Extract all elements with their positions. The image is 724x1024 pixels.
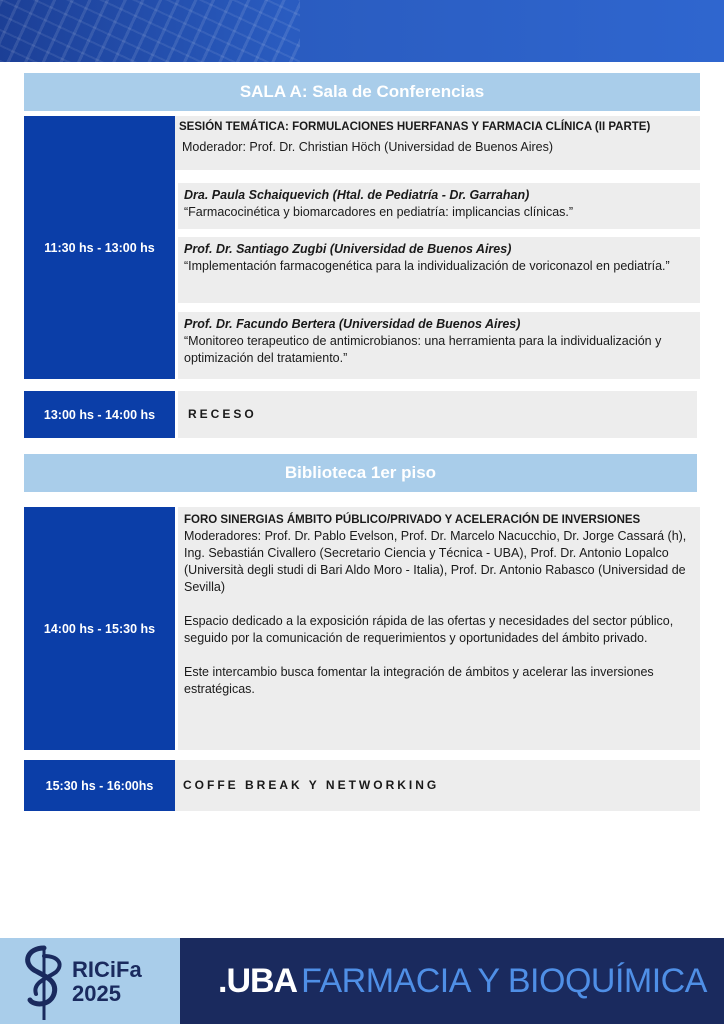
session-box (175, 116, 700, 170)
logo-line-1: RICiFa (72, 957, 142, 982)
forum-box (178, 507, 700, 750)
faculty-name: FARMACIA Y BIOQUÍMICA (301, 961, 707, 1000)
uba-wordmark: .UBA (218, 961, 298, 1000)
talk-title: “Implementación farmacogenética para la individualización de voriconazol en pediatría.” (184, 259, 670, 273)
session-moderator: Moderador: Prof. Dr. Christian Höch (Universidad de Buenos Aires) (182, 140, 553, 154)
talk-title: “Monitoreo terapeutico de antimicrobianos: una herramienta para la individualización y optimización del tratamiento.” (184, 334, 662, 365)
receso-box (178, 391, 697, 438)
session-title: SESIÓN TEMÁTICA: FORMULACIONES HUERFANAS Y FARMACIA CLÍNICA (II PARTE) (179, 121, 651, 133)
talk-box-2 (178, 237, 700, 303)
coffee-label: COFFE BREAK Y NETWORKING (183, 778, 440, 792)
talk-box-3 (178, 312, 700, 379)
time-slot-1300: 13:00 hs - 14:00 hs (24, 391, 175, 438)
caduceus-icon (14, 942, 74, 1022)
talk-box-1 (178, 183, 700, 229)
forum-moderators: Moderadores: Prof. Dr. Pablo Evelson, Prof. Dr. Marcelo Nacucchio, Dr. Jorge Cassará (h), Ing. Sebastián Civallero (Secretario Ciencia y Técnica - UBA), Prof. Dr. Antonio Lopalco (Università degli studi di Bari Aldo Moro - Italia), Prof. Dr. Antonio Rabasco (Universidad de Sevilla) (184, 529, 687, 594)
receso-label: RECESO (188, 407, 257, 421)
forum-title: FORO SINERGIAS ÁMBITO PÚBLICO/PRIVADO Y ACELERACIÓN DE INVERSIONES (184, 514, 641, 526)
time-slot-1400: 14:00 hs - 15:30 hs (24, 507, 175, 750)
uba-brand (180, 938, 724, 1024)
coffee-box (175, 760, 700, 811)
ricifa-logo-area (0, 938, 180, 1024)
forum-paragraph-2: Este intercambio busca fomentar la integración de ámbitos y acelerar las inversiones estratégicas. (184, 665, 654, 696)
talk-title: “Farmacocinética y biomarcadores en pediatría: implicancias clínicas.” (184, 205, 574, 219)
talk-speaker: Prof. Dr. Facundo Bertera (Universidad de Buenos Aires) (184, 317, 521, 331)
top-banner (0, 0, 724, 62)
forum-paragraph-1: Espacio dedicado a la exposición rápida de las ofertas y necesidades del sector público, seguido por la comunicación de requerimientos y oportunidades del ámbito privado. (184, 614, 674, 645)
time-slot-1130: 11:30 hs - 13:00 hs (24, 116, 175, 379)
sala-a-header: SALA A: Sala de Conferencias (24, 73, 700, 111)
talk-speaker: Prof. Dr. Santiago Zugbi (Universidad de Buenos Aires) (184, 242, 512, 256)
logo-line-2: 2025 (72, 981, 121, 1006)
ricifa-logo-text (72, 958, 142, 1006)
time-slot-1530: 15:30 hs - 16:00hs (24, 760, 175, 811)
biblioteca-header: Biblioteca 1er piso (24, 454, 697, 492)
footer (0, 938, 724, 1024)
talk-speaker: Dra. Paula Schaiquevich (Htal. de Pediatría - Dr. Garrahan) (184, 188, 530, 202)
banner-pattern-overlay (0, 0, 300, 62)
